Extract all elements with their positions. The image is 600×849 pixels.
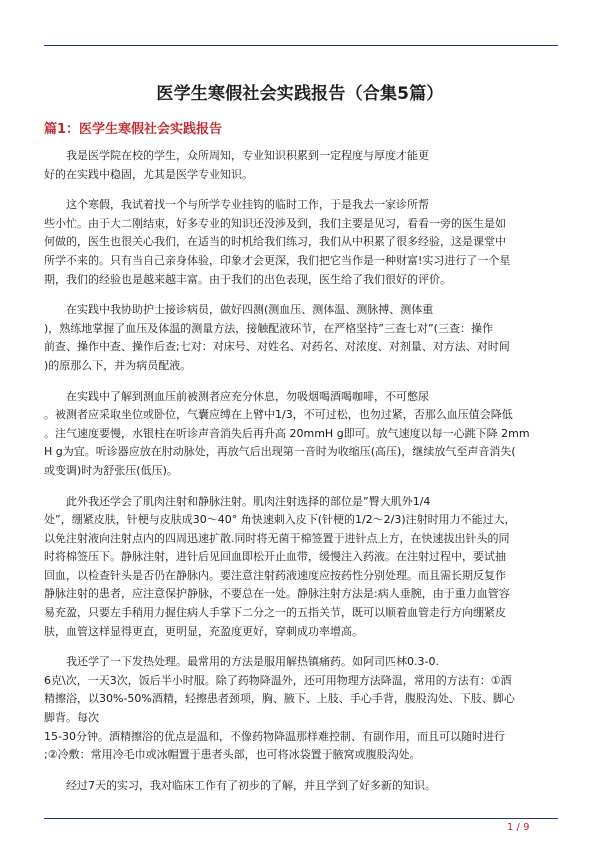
paragraph <box>44 493 558 642</box>
paragraph-line: 易充盈，只要左手稍用力握住病人手掌下二分之一的五指关节，既可以顺着血管走行方向绷紧皮 <box>44 606 506 620</box>
paragraph-line: 回血，以检查针头是否仍在静脉内。要注意注射药液速度应按药性分别处理。而且需长期反复作 <box>44 568 506 582</box>
paragraph <box>44 777 558 796</box>
document-title: 医学生寒假社会实践报告（合集5篇） <box>156 84 444 104</box>
paragraph-line: 肤，血管这样显得更直，更明显，充盈度更好，穿刺成功率增高。 <box>44 624 363 638</box>
paragraph-line: 时将棉签压下。静脉注射，进针后见回血即松开止血带，缓慢注入药液。在注射过程中，要试抽 <box>44 550 506 564</box>
paragraph-line: ;②冷敷：常用冷毛巾或冰帽置于患者头部，也可将冰袋置于腋窝或腹股沟处。 <box>44 748 421 762</box>
paragraph-line: 。注气速度要慢，水银柱在听诊声音消失后再升高 20mmH g即可。放气速度以每一心跳下降 2mm <box>44 426 530 440</box>
header-rule <box>44 45 558 46</box>
paragraph <box>44 196 558 289</box>
paragraph-line: 期，我们的经验也是越来越丰富。由于我们的出色表现，医生给了我们很好的评价。 <box>44 272 451 286</box>
paragraph-line: 好的在实践中稳固，尤其是医学专业知识。 <box>44 167 253 181</box>
paragraph-line: 所学不来的。只有当自己亲身体验，印象才会更深，我们把它当作是一种财富!实习进行了一个星 <box>44 253 511 267</box>
paragraph-line: 在实践中我协助护士接诊病员，做好四测(测血压、测体温、测脉搏、测体重 <box>66 303 434 317</box>
paragraph-line: 我还学了一下发热处理。最常用的方法是服用解热镇痛药。如阿司匹林0.3-0. <box>66 655 439 669</box>
paragraph <box>44 301 558 375</box>
paragraph-line: 15-30分钟。酒精擦浴的优点是温和，不像药物降温那样难控制、有副作用，而且可以随时进行 <box>44 729 505 743</box>
paragraph-line: 6克\次，一天3次，饭后半小时服。除了药物降温外，还可用物理方法降温，常用的方法有：①酒 <box>44 673 512 687</box>
paragraph-line: )，熟练地掌握了血压及体温的测量方法，接触配液环节，在严格坚持”三查七对”(三查：操作 <box>44 321 493 335</box>
paragraph-line: H g为宜。听诊器应放在肘动脉处，再放气后出现第一音时为收缩压(高压)，继续放气至声音消失( <box>44 445 516 459</box>
paragraph <box>44 147 558 184</box>
paragraph-line: 在实践中了解到测血压前被测者应充分休息，勿吸烟喝酒喝咖啡，不可憋尿 <box>66 389 429 403</box>
footer-rule <box>44 818 558 819</box>
paragraph-line: 我是医学院在校的学生，众所周知，专业知识积累到一定程度与厚度才能更 <box>66 149 429 162</box>
document-body <box>44 147 558 807</box>
paragraph <box>44 653 558 765</box>
paragraph-line: 些小忙。由于大二刚结束，好多专业的知识还没涉及到，我们主要是见习，看看一旁的医生是如 <box>44 216 506 230</box>
page-number: 1 / 9 <box>507 822 530 833</box>
paragraph-line: 此外我还学会了肌肉注射和静脉注射。肌肉注射选择的部位是”臀大肌外1/4 <box>66 494 431 508</box>
paragraph-line: 何做的，医生也很关心我们，在适当的时机给我们练习，我们从中积累了很多经验，这是课堂中 <box>44 235 506 249</box>
paragraph <box>44 388 558 481</box>
paragraph-line: 前查、操作中查、操作后查;七对：对床号、对姓名、对药名、对浓度、对剂量、对方法、对时间 <box>44 340 510 354</box>
paragraph-line: )的原那么下，并为病员配液。 <box>44 358 192 372</box>
paragraph-line: 或变调)时为舒张压(低压)。 <box>44 463 178 477</box>
paragraph-line: 。被测者应采取坐位或卧位，气囊应缚在上臂中1/3，不可过松，也勿过紧，否那么血压值会降低 <box>44 408 513 422</box>
paragraph-line: 静脉注射的患者，应注意保护静脉，不要总在一处。静脉注射方法是:病人垂腕，由于重力血管容 <box>44 587 510 601</box>
paragraph-line: 这个寒假，我试着找一个与所学专业挂钩的临时工作，于是我去一家诊所帮 <box>66 198 429 212</box>
paragraph-line: 精擦浴，以30%-50%酒精，轻擦患者颈项，胸、腋下、上肢、手心手背，腹股沟处、下肢、脚心 <box>44 692 515 706</box>
paragraph-line: 以免注射液向注射点内的四周迅速扩散.同时将无菌干棉签置于进针点上方，在快速拔出针头的同 <box>44 531 510 545</box>
paragraph-line: 经过7天的实习，我对临床工作有了初步的了解，并且学到了好多新的知识。 <box>66 778 436 792</box>
paragraph-line: 脚背。每次 <box>44 711 99 725</box>
paragraph-line: 处”，绷紧皮肤，针梗与皮肤成30～40° 角快速刺入皮下(针梗的1/2～2/3)注射时用力不能过大， <box>44 513 516 527</box>
section-heading: 篇1：医学生寒假社会实践报告 <box>44 122 223 137</box>
